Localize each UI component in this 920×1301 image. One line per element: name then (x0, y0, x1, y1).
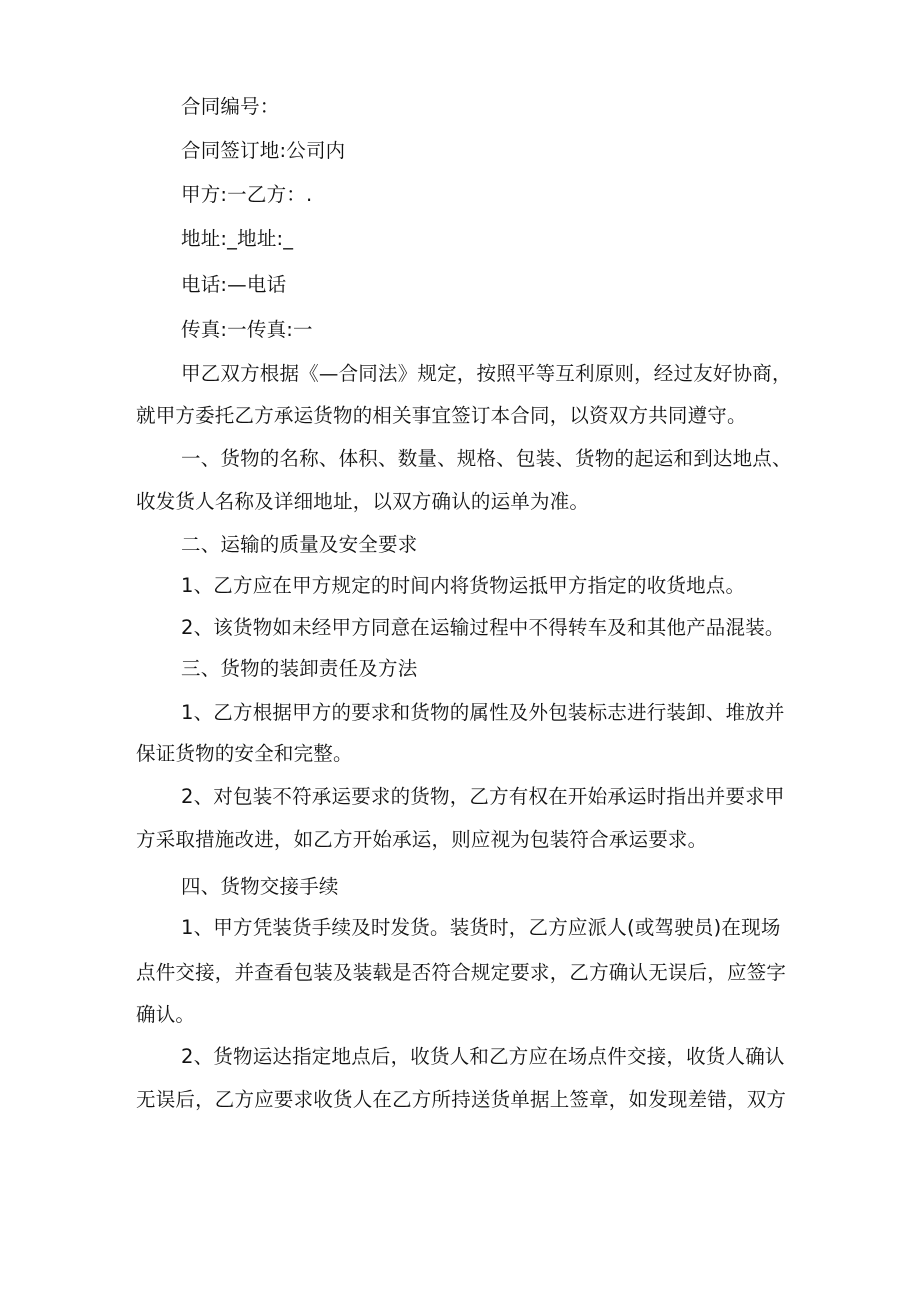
section4-title: 四、货物交接手续 (181, 875, 339, 898)
section2-title: 二、运输的质量及安全要求 (181, 533, 418, 556)
contract-number-line: 合同编号： (181, 95, 280, 118)
section4-item1-line-3: 确认。 (136, 1003, 196, 1026)
section3-item1-line-1: 1、乙方根据甲方的要求和货物的属性及外包装标志进行装卸、堆放并 (181, 701, 785, 724)
address-line: 地址:_地址:_ (181, 227, 294, 250)
section1-line-2: 收发货人名称及详细地址，以双方确认的运单为准。 (136, 490, 590, 513)
section2-item-2: 2、该货物如未经甲方同意在运输过程中不得转车及和其他产品混装。 (181, 616, 785, 639)
phone-line: 电话:—电话 (181, 273, 287, 296)
section4-item1-line-1: 1、甲方凭装货手续及时发货。装货时，乙方应派人(或驾驶员)在现场 (181, 916, 781, 939)
section4-item2-line-1: 2、货物运达指定地点后，收货人和乙方应在场点件交接，收货人确认 (181, 1045, 785, 1068)
section4-item1-line-2: 点件交接，并查看包装及装载是否符合规定要求，乙方确认无误后，应签字 (136, 961, 787, 984)
section1-line-1: 一、货物的名称、体积、数量、规格、包装、货物的起运和到达地点、 (181, 447, 792, 470)
fax-line: 传真:一传真:一 (181, 318, 313, 341)
parties-line: 甲方:一乙方：. (181, 183, 313, 206)
section3-title: 三、货物的装卸责任及方法 (181, 657, 418, 680)
sign-place-line: 合同签订地:公司内 (181, 139, 346, 162)
intro-line-2: 就甲方委托乙方承运货物的相关事宜签订本合同，以资双方共同遵守。 (136, 404, 747, 427)
section3-item1-line-2: 保证货物的安全和完整。 (136, 742, 353, 765)
section4-item2-line-2: 无误后，乙方应要求收货人在乙方所持送货单据上签章，如发现差错，双方 (136, 1088, 787, 1111)
section2-item-1: 1、乙方应在甲方规定的时间内将货物运抵甲方指定的收货地点。 (181, 574, 746, 597)
section3-item2-line-1: 2、对包装不符承运要求的货物，乙方有权在开始承运时指出并要求甲 (181, 785, 785, 808)
intro-line-1: 甲乙双方根据《—合同法》规定，按照平等互利原则，经过友好协商， (181, 362, 792, 385)
section3-item2-line-2: 方采取措施改进，如乙方开始承运，则应视为包装符合承运要求。 (136, 828, 708, 851)
